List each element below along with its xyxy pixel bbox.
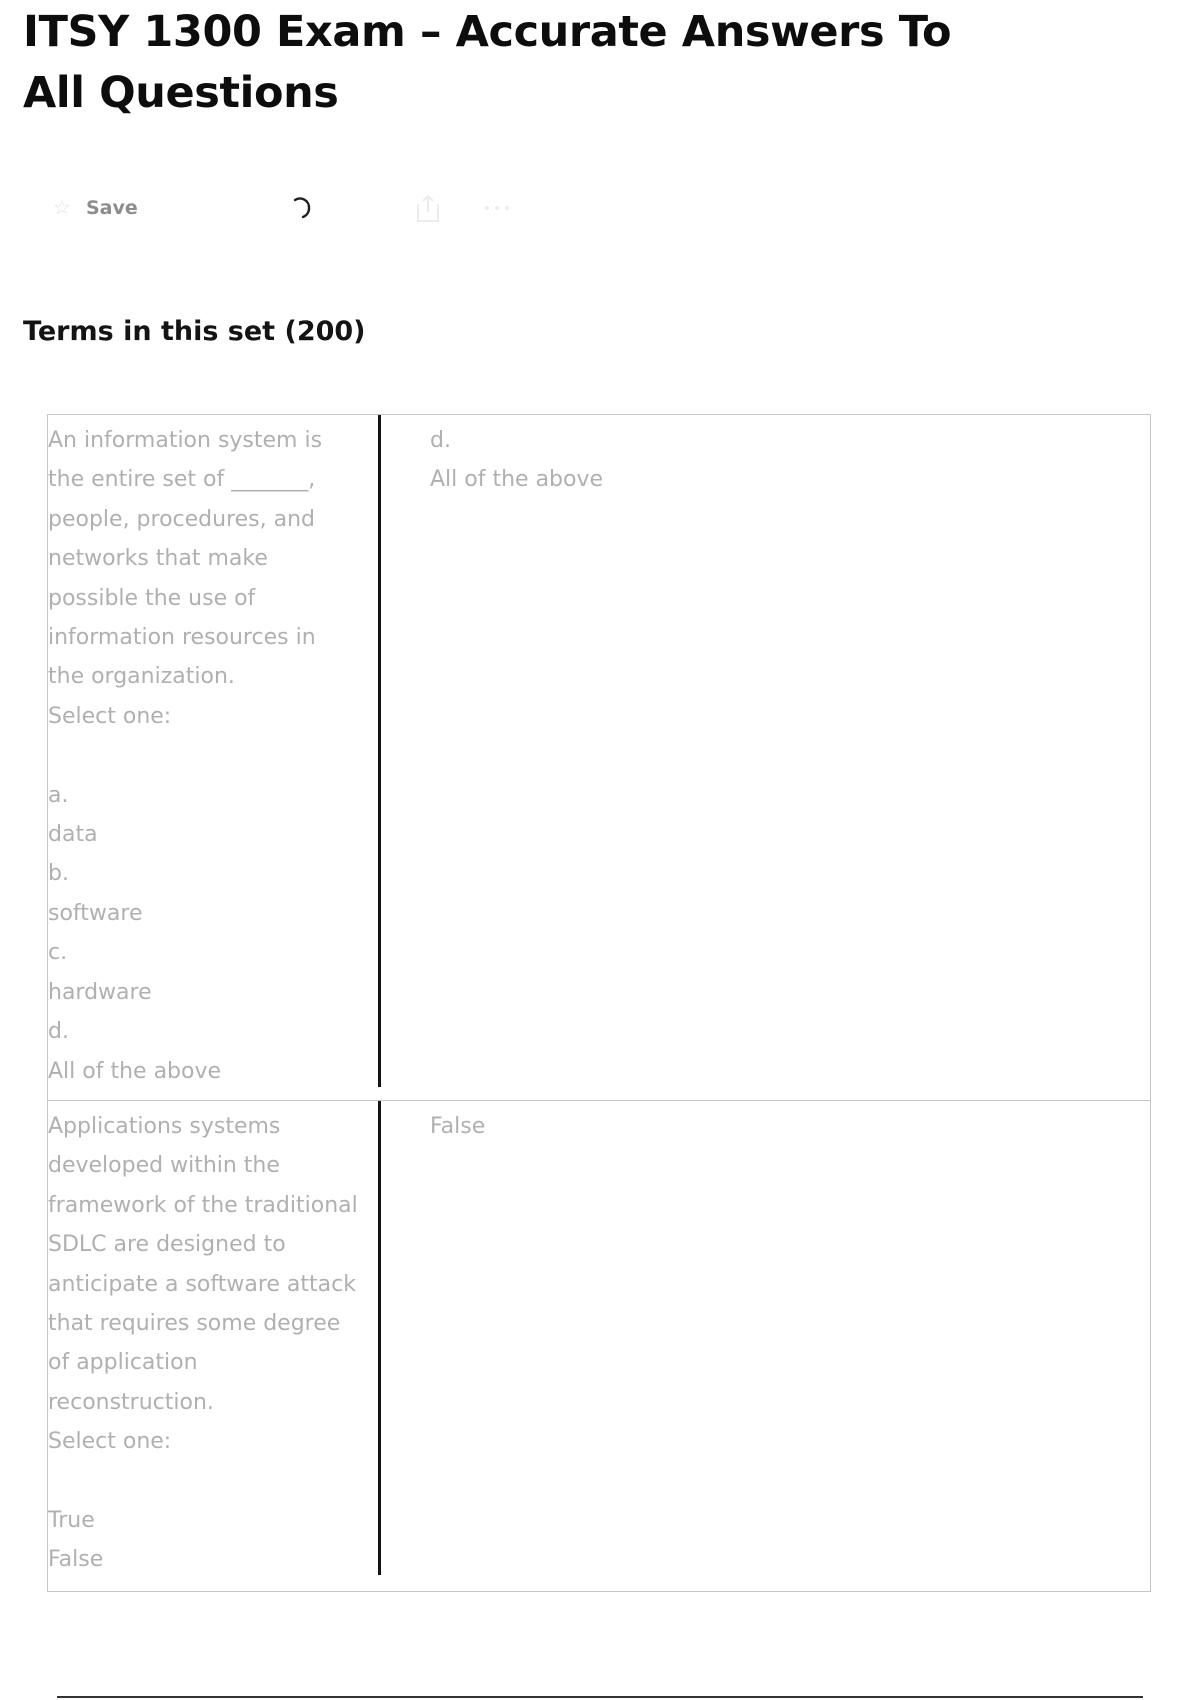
more-icon[interactable]	[482, 188, 512, 228]
more-icon-svg	[482, 203, 512, 213]
share-icon-svg	[415, 192, 441, 224]
spinner-icon-svg	[290, 194, 314, 222]
save-button[interactable]	[50, 188, 138, 228]
term-text: Applications systems developed within the framework of the traditional SDLC are designed to anticipate a software attack that requires some degree of application reconstruction. Select one: True False	[48, 1114, 358, 1573]
toolbar	[50, 188, 520, 228]
save-label: Save	[86, 197, 138, 219]
page-title: ITSY 1300 Exam – Accurate Answers To All Questions	[23, 7, 952, 118]
card-divider	[378, 1101, 381, 1575]
spinner-icon	[290, 188, 314, 228]
term-card	[47, 1100, 1151, 1592]
bottom-divider	[57, 1696, 1143, 1698]
term-text: An information system is the entire set of _______, people, procedures, and networks that make possible the use of information resources in the organization. Select one: a. data b. software c. hardware d. All of the above	[48, 428, 323, 1084]
share-icon[interactable]	[415, 188, 441, 228]
definition-text: d. All of the above	[430, 428, 604, 493]
definition-text: False	[430, 1114, 486, 1139]
star-icon: ☆	[53, 197, 71, 219]
terms-heading: Terms in this set (200)	[23, 316, 366, 347]
card-divider	[378, 415, 381, 1087]
term-card	[47, 414, 1151, 1104]
